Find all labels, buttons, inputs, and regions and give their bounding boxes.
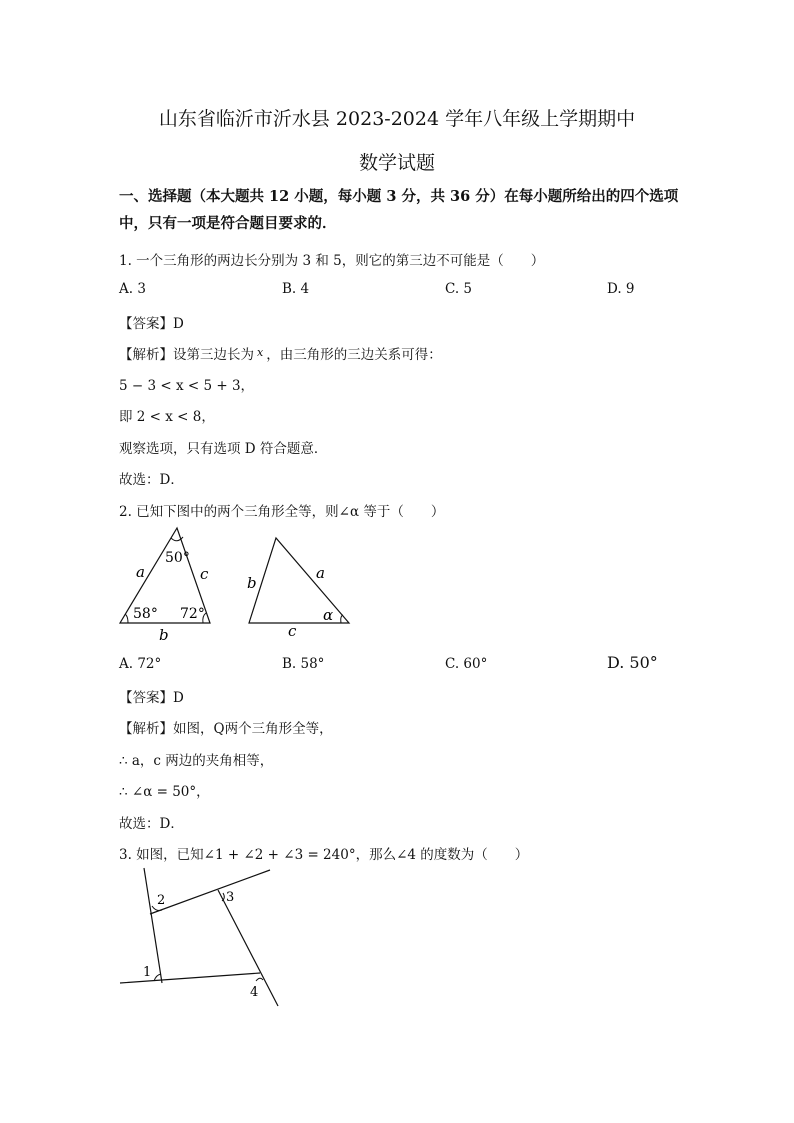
- document-subtitle: 数学试题: [358, 152, 435, 174]
- section-heading: 一、选择题（本大题共 12 小题，每小题 3 分，共 36 分）在每小题所给出的四个选项中，只有一项是符合题目要求的．: [119, 188, 679, 232]
- q1-stem: 1. 一个三角形的两边长分别为 3 和 5，则它的第三边不可能是（ ）: [119, 253, 545, 269]
- q2-tri2-side-a: a: [316, 564, 325, 582]
- q2-tri2-side-c: c: [288, 622, 297, 640]
- q1-option-c: C. 5: [445, 281, 473, 297]
- q2-tri1-side-b: b: [159, 626, 169, 644]
- q3-label-2: 2: [157, 893, 166, 908]
- q3-figure: [110, 860, 300, 1020]
- q1-analysis-var: x: [257, 346, 264, 359]
- q1-analysis: [119, 343, 442, 363]
- q1-analysis-lead: 【解析】设第三边长为: [119, 347, 254, 363]
- q1-step-1: 5 − 3 < x < 5 + 3，: [119, 378, 255, 394]
- q1-conclusion: 故选：D．: [119, 472, 184, 488]
- q2-stem: 2. 已知下图中的两个三角形全等，则∠α 等于（ ）: [119, 504, 445, 520]
- q2-step-2: ∴ ∠α = 50°，: [119, 784, 210, 800]
- q2-figure: [110, 520, 370, 650]
- q3-label-4: 4: [250, 985, 259, 1000]
- q2-triangle-2: [249, 538, 349, 623]
- q1-step-2: 即 2 < x < 8，: [119, 409, 215, 425]
- q1-option-d: D. 9: [607, 281, 635, 297]
- q2-option-a: A. 72°: [119, 656, 162, 672]
- q3-label-3: 3: [226, 890, 235, 905]
- q2-tri1-side-a: a: [136, 563, 145, 581]
- q1-option-a: A. 3: [119, 281, 146, 297]
- q2-triangle-1-left-arc: [125, 614, 128, 623]
- q2-tri2-angle-alpha: α: [323, 606, 334, 624]
- q2-tri1-side-c: c: [200, 565, 209, 583]
- q2-option-d: D. 50°: [607, 653, 658, 672]
- q2-tri1-angle-right: 72°: [180, 606, 205, 622]
- q2-tri2-side-b: b: [247, 574, 257, 592]
- q2-conclusion: 故选：D．: [119, 816, 184, 832]
- q2-answer: 【答案】D: [119, 690, 184, 706]
- q3-angle-3-arc: [222, 893, 224, 901]
- q2-analysis: 【解析】如图，Q两个三角形全等，: [119, 721, 333, 737]
- q3-label-1: 1: [143, 965, 152, 980]
- q2-tri1-angle-top: 50°: [165, 550, 190, 566]
- q1-analysis-tail: ，由三角形的三边关系可得：: [266, 347, 442, 363]
- document-title: 山东省临沂市沂水县 2023-2024 学年八年级上学期期中: [158, 108, 636, 130]
- q2-option-b: B. 58°: [282, 656, 325, 672]
- q1-step-3: 观察选项，只有选项 D 符合题意．: [119, 441, 328, 457]
- q3-angle-4-arc: [256, 978, 263, 981]
- q2-option-c: C. 60°: [445, 656, 488, 672]
- q3-stem: 3. 如图，已知∠1 + ∠2 + ∠3 = 240°，那么∠4 的度数为（ ）: [119, 847, 529, 863]
- q2-step-1: ∴ a，c 两边的夹角相等，: [119, 753, 274, 769]
- q2-tri1-angle-left: 58°: [133, 606, 158, 622]
- q1-option-b: B. 4: [282, 281, 310, 297]
- q1-answer: 【答案】D: [119, 316, 184, 332]
